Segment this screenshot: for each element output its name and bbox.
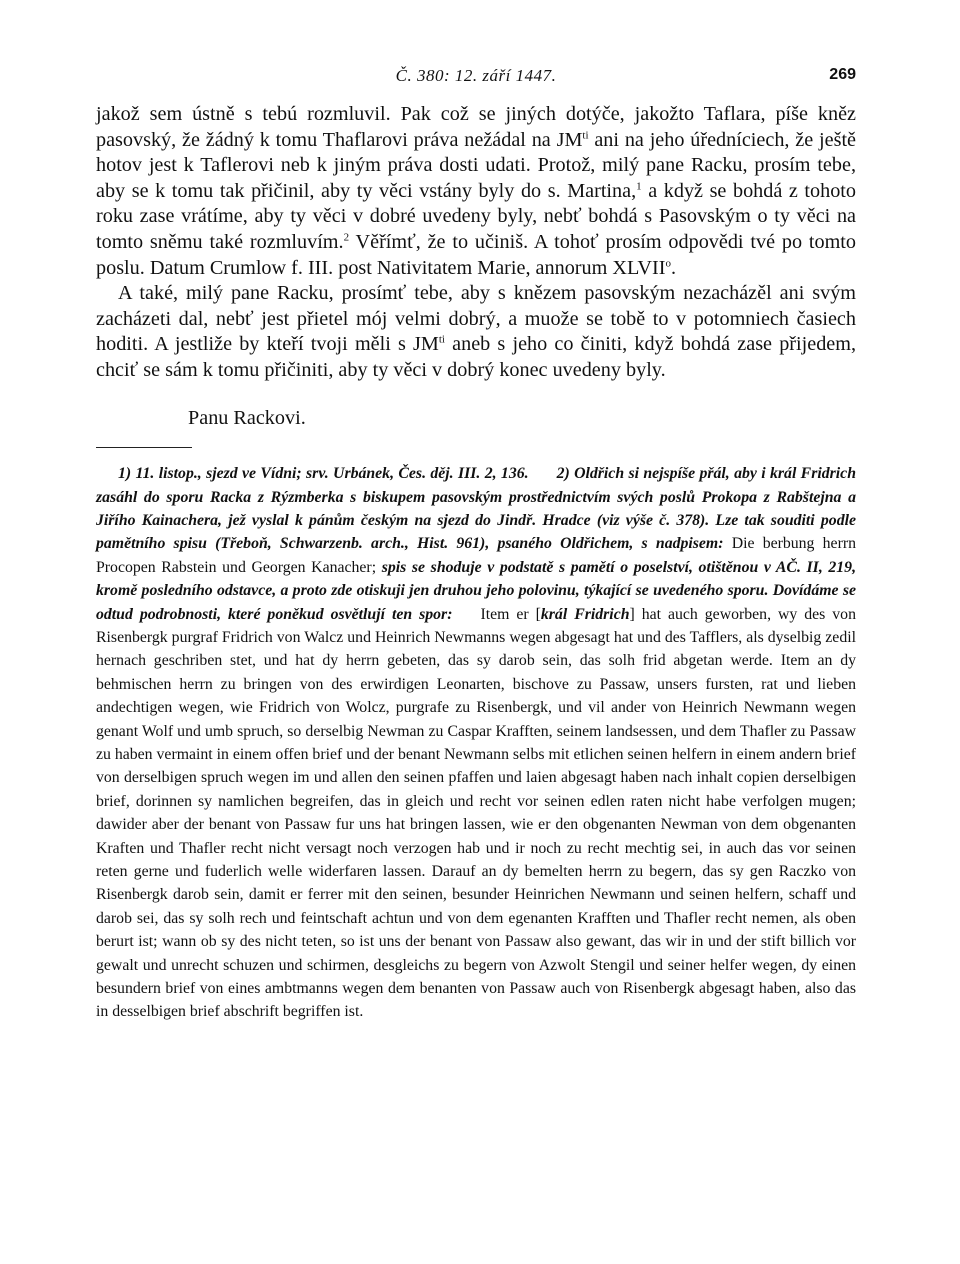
superscript: o	[665, 256, 671, 269]
text-run: ani na jeho úředníciech, že ještě hotov jest k Taflerovi neb k jiným práva dosti udati. Protož, milý pane Racku, prosím tebe, aby se k tomu tak přičinil, aby ty věci vstány byly do s. Martina,	[96, 128, 857, 202]
letter-address: Panu Rackovi.	[188, 406, 306, 429]
page-number: 269	[829, 66, 856, 83]
footnote-divider	[96, 447, 192, 448]
superscript: ti	[582, 128, 589, 141]
text-run: jakož sem ústně s tebú rozmluvil. Pak což se jiných dotýče, jakožto Taflara, píše kněz pasovský, že žádný k tomu Thaflarovi práva nežádal na JM	[96, 103, 856, 151]
footnote-2-insertion: král Fridrich	[540, 605, 630, 623]
text-run: A také, milý pane Racku, prosímť tebe, aby s knězem pasovským nezacházěl ani svým zacházeti dal, nebť jest přietel mój velmi dobrý, a muože se tobě to v potomniech časiech hoditi. A jestliže by kteří tvoji měli s JM	[96, 282, 856, 356]
footnote-2-quote-body: ] hat auch geworben, wy des von Risenbergk purgraf Fridrich von Walcz und Heinrich Newmanns wegen abgesagt hat und des Tafflers, als dyselbig zedil hernach geschriben stet, und hat dy herrn gebeten, das sy darob sein, das solh frid abgetan werde. Item an dy behmischen herrn zu bringen von des erwirdigen Leonarten, bischove zu Passaw, unsers fursten, rat und lieben andechtigen wegen, wie Fridrich von Wolcz, purgrafe zu Risenbergk, und vil ander von Heinrich Newmann wegen genant Wolf und umb spruch, so derselbig Newman zu Caspar Krafften, seinem landsessen, und dem Thafler zu Passaw zu haben vermaint in einem offen brief und der benant Newmann selbs mit etlichen seinen helfern in einem andern brief von derselbigen spruch wegen im und allen den seinen pfaffen und laien abgesagt haben nach inhalt copien derselbigen brief, dorinnen sy namlichen begreifen, das in gleich und recht vor seinen edlen raten nicht habe verfolgen mugen; dawider aber der benant von Passaw fur uns hat bringen lassen, wie er den obgenanten Newman von dem obgenanten Kraften und Thafler recht nicht versagt noch verzogen hab und ir noch zu recht mechtig sei, in auch das vor seinen reten gerne und fuderlich welle widerfaren lassen. Darauf an dy bemelten herrn zu begern, das sy gen Raczko von Risenbergk darob sein, damit er ferrer mit den seinen, besunder Heinrichen Newmann und seinen helfern, schaff und darob sei, das sy solh rech und feintschaft achtun und von dem egenanten Krafften und Thafler recht nemen, als oben berurt ist; wann ob sy des nicht teten, so ist uns der benant von Passaw also gewant, das wir in und der stift billich vor gewalt und unrecht schuzen und schirmen, desgleichs zu begern von Azwolt Stengil und seiner helfer wegen, dy einen besundern brief von eines ambtmanns wegen dem benanten von Passaw auch von Risenbergk abgesagt haben, also das in desselbigen brief abschrift begriffen ist.	[96, 605, 856, 1021]
footnote-1: 1) 11. listop., sjezd ve Vídni; srv. Urbánek, Čes. děj. III. 2, 136.	[118, 465, 529, 483]
letter-body	[96, 102, 856, 431]
footnote-2-quote: Item er [	[480, 605, 541, 623]
superscript: ti	[438, 333, 445, 346]
letter-paragraph-2	[96, 281, 856, 383]
footnotes	[96, 462, 856, 1024]
text-run: Věřímť, že to učiniš. A tohoť prosím odpovědi tvé po tomto poslu. Datum Crumlow f. III. post Nativitatem Marie, annorum XLVII	[96, 230, 856, 279]
footnote-2-comment: spis se shoduje v podstatě s pamětí o poselství, otištěnou v AČ. II, 219, kromě posledního odstavce, a proto zde otiskuji jen druhou jeho polovinu, týkající se uvedeného sporu. Dovídáme se odtud podrobnosti, které poněkud osvětlují ten spor:	[96, 558, 857, 623]
footnote-2-intro: 2) Oldřich si nejspíše přál, aby i král Fridrich zasáhl do sporu Racka z Rýzmberka s biskupem pasovským prostřednictvím svých poslů Prokopa z Rabštejna a Jiřího Kainachera, jež vyslal k pánům českým na sjezd do Jindř. Hradce (viz výše č. 378). Lze tak souditi podle pamětního spisu (Třeboň, Schwarzenb. arch., Hist. 961), psaného Oldřichem, s nadpisem:	[96, 465, 856, 553]
text-run: a když se bohdá z tohoto roku zase vrátíme, aby ty věci v dobré uvedeny byly, nebť bohdá s Pasovským o ty věci na tomto sněmu také rozmluvím.	[96, 179, 857, 253]
footnote-2-quote-title: Die berbung herrn Procopen Rabstein und Georgen Kanacher;	[96, 535, 856, 576]
text-run: aneb s jeho co činiti, když bohdá zase přijedem, chciť se sám k tomu přičiniti, aby ty věci v dobrý konec uvedeny byly.	[96, 333, 856, 381]
document-page	[96, 66, 856, 1024]
running-header	[96, 66, 856, 102]
header-title: Č. 380: 12. září 1447.	[395, 66, 557, 85]
footnote-ref-2: 2	[343, 231, 350, 244]
letter-paragraph-1	[96, 102, 856, 281]
footnote-ref-1: 1	[636, 180, 642, 193]
text-run: .	[670, 256, 676, 279]
footnote-block	[96, 462, 856, 1024]
